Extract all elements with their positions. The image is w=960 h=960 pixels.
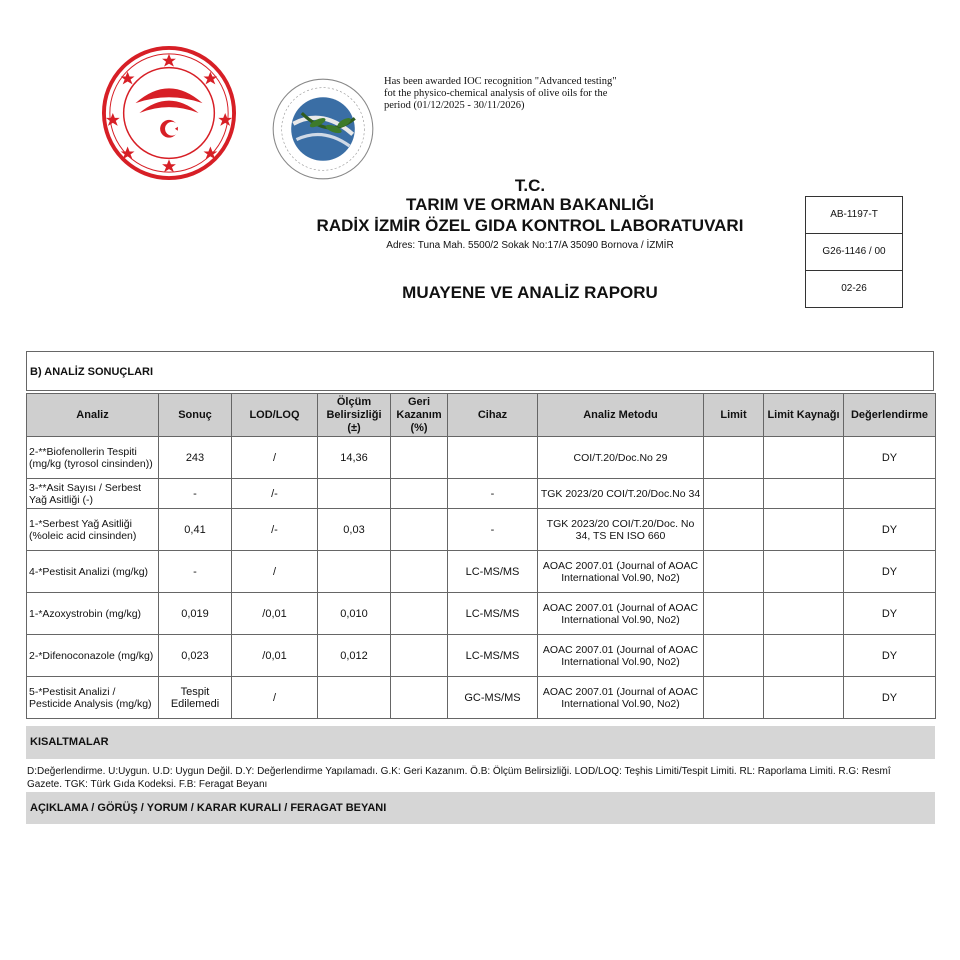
cell-metod: AOAC 2007.01 (Journal of AOAC International Vol.90, No2) <box>538 551 704 593</box>
cell-kaynak <box>764 479 844 509</box>
cell-kaynak <box>764 509 844 551</box>
doc-code: AB-1197-T <box>806 197 902 234</box>
cell-cihaz <box>448 437 538 479</box>
table-row <box>27 677 936 719</box>
cell-cihaz: - <box>448 509 538 551</box>
header-address: Adres: Tuna Mah. 5500/2 Sokak No:17/A 35090 Bornova / İZMİR <box>386 240 674 251</box>
cell-geri <box>391 677 448 719</box>
cell-limit <box>704 677 764 719</box>
cell-olcum <box>318 551 391 593</box>
table-row <box>27 551 936 593</box>
ministry-seal-logo <box>100 44 238 182</box>
cell-geri <box>391 437 448 479</box>
col-header: Limit Kaynağı <box>764 394 844 437</box>
cell-limit <box>704 437 764 479</box>
col-header: LOD/LOQ <box>232 394 318 437</box>
cell-metod: TGK 2023/20 COI/T.20/Doc. No 34, TS EN ISO 660 <box>538 509 704 551</box>
table-row <box>27 593 936 635</box>
cell-lod: /- <box>232 509 318 551</box>
cell-geri <box>391 635 448 677</box>
cell-analiz: 2-**Biofenollerin Tespiti (mg/kg (tyrosol cinsinden)) <box>27 437 159 479</box>
cell-analiz: 1-*Azoxystrobin (mg/kg) <box>27 593 159 635</box>
cell-olcum: 0,03 <box>318 509 391 551</box>
cell-kaynak <box>764 551 844 593</box>
cell-geri <box>391 509 448 551</box>
header-ministry: TARIM VE ORMAN BAKANLIĞI <box>405 195 655 214</box>
report-title: MUAYENE VE ANALİZ RAPORU <box>402 283 658 302</box>
cell-deger: DY <box>844 437 936 479</box>
table-row <box>27 635 936 677</box>
cell-lod: /- <box>232 479 318 509</box>
col-header: Ölçüm Belirsizliği (±) <box>318 394 391 437</box>
cell-metod: AOAC 2007.01 (Journal of AOAC International Vol.90, No2) <box>538 677 704 719</box>
col-header: Sonuç <box>159 394 232 437</box>
cell-olcum: 14,36 <box>318 437 391 479</box>
cell-analiz: 4-*Pestisit Analizi (mg/kg) <box>27 551 159 593</box>
cell-analiz: 2-*Difenoconazole (mg/kg) <box>27 635 159 677</box>
table-row <box>27 509 936 551</box>
remarks-title: AÇIKLAMA / GÖRÜŞ / YORUM / KARAR KURALI / FERAGAT BEYANI <box>26 792 935 824</box>
header-lab-name: RADİX İZMİR ÖZEL GIDA KONTROL LABORATUVARI <box>316 216 744 235</box>
cell-lod: /0,01 <box>232 593 318 635</box>
cell-limit <box>704 593 764 635</box>
results-table <box>26 393 936 719</box>
col-header: Analiz <box>27 394 159 437</box>
cell-sonuc: Tespit Edilemedi <box>159 677 232 719</box>
header-tc: T.C. <box>514 176 546 195</box>
doc-revision: 02-26 <box>841 283 867 294</box>
cell-kaynak <box>764 593 844 635</box>
cell-geri <box>391 593 448 635</box>
cell-cihaz: GC-MS/MS <box>448 677 538 719</box>
cell-sonuc: 0,41 <box>159 509 232 551</box>
cell-metod: TGK 2023/20 COI/T.20/Doc.No 34 <box>538 479 704 509</box>
cell-deger: DY <box>844 509 936 551</box>
document-code-box <box>805 196 903 308</box>
cell-deger: DY <box>844 551 936 593</box>
cell-kaynak <box>764 635 844 677</box>
cell-geri <box>391 479 448 509</box>
cell-cihaz: LC-MS/MS <box>448 593 538 635</box>
cell-sonuc: 0,023 <box>159 635 232 677</box>
col-header: Cihaz <box>448 394 538 437</box>
cell-kaynak <box>764 437 844 479</box>
ioc-recognition-note: Has been awarded IOC recognition "Advanced testing" fot the physico-chemical analysis of olive oils for the period (01/12/2025 - 30/11/2026) <box>384 76 617 111</box>
cell-lod: / <box>232 437 318 479</box>
cell-cihaz: LC-MS/MS <box>448 551 538 593</box>
cell-deger: DY <box>844 677 936 719</box>
cell-lod: / <box>232 677 318 719</box>
cell-kaynak <box>764 677 844 719</box>
col-header: Geri Kazanım (%) <box>391 394 448 437</box>
cell-deger: DY <box>844 635 936 677</box>
cell-limit <box>704 551 764 593</box>
cell-sonuc: - <box>159 551 232 593</box>
cell-lod: /0,01 <box>232 635 318 677</box>
ioc-logo <box>270 76 376 182</box>
col-header: Analiz Metodu <box>538 394 704 437</box>
table-row <box>27 437 936 479</box>
abbreviations-text: D:Değerlendirme. U:Uygun. U.D: Uygun Değil. D.Y: Değerlendirme Yapılamadı. G.K: Geri Kazanım. Ö.B: Ölçüm Belirsizliği. LOD/LOQ: Teşhis Limiti/Tespit Limiti. RL: Raporlama Limiti. R.G: Resmî Gazete. TGK: Türk Gıda Kodeksi. F.B: Feragat Beyanı <box>27 766 891 790</box>
cell-olcum: 0,012 <box>318 635 391 677</box>
abbreviations-title: KISALTMALAR <box>26 726 935 759</box>
cell-analiz: 1-*Serbest Yağ Asitliği (%oleic acid cinsinden) <box>27 509 159 551</box>
table-row <box>27 479 936 509</box>
results-header-row <box>27 394 936 437</box>
doc-number: G26-1146 / 00 <box>806 234 902 271</box>
cell-analiz: 3-**Asit Sayısı / Serbest Yağ Asitliği (-) <box>27 479 159 509</box>
col-header: Limit <box>704 394 764 437</box>
cell-lod: / <box>232 551 318 593</box>
col-header: Değerlendirme <box>844 394 936 437</box>
cell-metod: AOAC 2007.01 (Journal of AOAC International Vol.90, No2) <box>538 593 704 635</box>
cell-sonuc: 0,019 <box>159 593 232 635</box>
cell-geri <box>391 551 448 593</box>
cell-olcum <box>318 677 391 719</box>
cell-sonuc: 243 <box>159 437 232 479</box>
cell-deger: DY <box>844 593 936 635</box>
cell-cihaz: LC-MS/MS <box>448 635 538 677</box>
cell-deger <box>844 479 936 509</box>
cell-olcum: 0,010 <box>318 593 391 635</box>
cell-sonuc: - <box>159 479 232 509</box>
cell-limit <box>704 479 764 509</box>
cell-limit <box>704 509 764 551</box>
cell-limit <box>704 635 764 677</box>
cell-metod: AOAC 2007.01 (Journal of AOAC International Vol.90, No2) <box>538 635 704 677</box>
cell-cihaz: - <box>448 479 538 509</box>
cell-metod: COI/T.20/Doc.No 29 <box>538 437 704 479</box>
results-section-title: B) ANALİZ SONUÇLARI <box>26 351 934 391</box>
cell-olcum <box>318 479 391 509</box>
cell-analiz: 5-*Pestisit Analizi / Pesticide Analysis (mg/kg) <box>27 677 159 719</box>
